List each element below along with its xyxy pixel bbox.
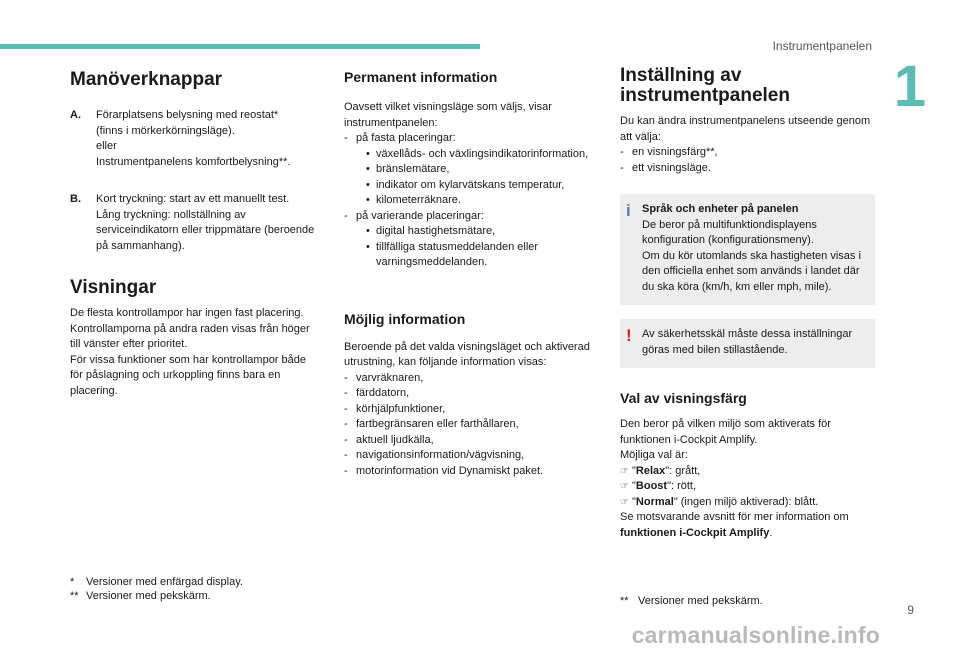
warning-icon: ! — [626, 326, 632, 345]
visningar-paragraph: De flesta kontrollampor har ingen fast placering. — [70, 307, 304, 319]
settings-intro: Du kan ändra instrumentpanelens utseende genom att välja: — [620, 115, 871, 143]
heading-val-av-visningsfarg: Val av visningsfärg — [620, 390, 747, 406]
info-box-text: De beror på multifunktiondisplayens konfiguration (konfigurationsmeny). Om du kör utomlands ska hastigheten visas i den officiella enhet som används i landet där du ska köra (km/h, km eller mph, mile). — [642, 218, 861, 293]
column-controls — [70, 66, 320, 399]
pointing-hand-icon: ☞ — [620, 496, 629, 508]
list-item: - varvräknaren, — [344, 371, 424, 384]
control-item-b — [70, 192, 320, 254]
footnote: ** Versioner med pekskärm. — [70, 590, 211, 602]
item-label: B. — [70, 193, 81, 205]
chapter-number: 1 — [893, 54, 926, 119]
header-accent-bar — [0, 44, 480, 49]
section-header-title: Instrumentpanelen — [772, 39, 872, 53]
warning-box — [620, 319, 875, 368]
list-item: • tillfälliga statusmeddelanden eller varningsmeddelanden. — [366, 240, 539, 268]
footnote: ** Versioner med pekskärm. — [620, 595, 763, 607]
choices-label: Möjliga val är: — [620, 449, 688, 461]
info-box — [620, 194, 875, 305]
control-item-a — [70, 108, 320, 170]
heading-installning: Inställning av instrumentpanelen — [620, 65, 790, 106]
list-item: - ett visningsläge. — [620, 161, 711, 174]
color-intro: Den beror på vilken miljö som aktiverats för funktionen i-Cockpit Amplify. — [620, 418, 831, 446]
list-item: • indikator om kylarvätskans temperatur, — [366, 178, 565, 191]
list-item: - navigationsinformation/vägvisning, — [344, 449, 525, 461]
visningar-paragraph: Kontrollamporna på andra raden visas från höger till vänster efter prioritet. — [70, 322, 310, 350]
list-item: ☞ "Relax": grått, — [620, 464, 875, 480]
warning-box-text: Av säkerhetsskäl måste dessa inställningar göras med bilen stillastående. — [642, 328, 853, 356]
permanent-list — [344, 209, 594, 225]
permanent-intro: Oavsett vilket visningsläge som väljs, visar instrumentpanelen: — [344, 101, 552, 129]
list-item: ☞ "Boost": rött, — [620, 479, 875, 495]
info-box-title: Språk och enheter på panelen — [642, 203, 799, 215]
item-label: A. — [70, 109, 81, 121]
item-text: Kort tryckning: start av ett manuellt test. Lång tryckning: nollställning av serviceindikatorn eller trippmätare (beroende på sammanhang). — [96, 193, 315, 252]
list-item: - en visningsfärg**, — [620, 146, 718, 158]
heading-visningar: Visningar — [70, 277, 157, 298]
watermark: carmanualsonline.info — [631, 622, 880, 648]
list-item: • bränslemätare, — [366, 163, 450, 175]
pointing-hand-icon: ☞ — [620, 481, 629, 492]
list-item: • kilometerräknare. — [366, 194, 461, 206]
column-information — [344, 66, 594, 479]
possible-intro: Beroende på det valda visningsläget och aktiverad utrustning, kan följande information visas: — [344, 340, 590, 368]
list-item: - fartbegränsaren eller farthållaren, — [344, 418, 519, 430]
info-icon: i — [626, 201, 631, 220]
color-choices — [620, 464, 875, 511]
heading-manoverknappar: Manöverknappar — [70, 69, 223, 90]
item-text: Förarplatsens belysning med reostat* (finns i mörkerkörningsläge). eller Instrumentpanelens komfortbelysning**. — [96, 109, 291, 168]
permanent-list — [344, 131, 594, 147]
list-item: - aktuell ljudkälla, — [344, 433, 434, 446]
column-settings — [620, 66, 875, 541]
visningar-paragraph: För vissa funktioner som har kontrollampor både för påslagning och urkoppling finns bara en placering. — [70, 353, 306, 397]
heading-mojlig-information: Möjlig information — [344, 310, 466, 327]
list-item: - färddatorn, — [344, 387, 410, 399]
possible-list — [344, 371, 594, 480]
more-info-text: Se motsvarande avsnitt för mer information om funktionen i-Cockpit Amplify. — [620, 511, 849, 539]
list-item: - körhjälpfunktioner, — [344, 402, 446, 415]
list-item: - på fasta placeringar: — [344, 132, 456, 144]
footnotes-right — [620, 594, 763, 608]
footnote: * Versioner med enfärgad display. — [70, 576, 243, 588]
variable-sublist — [366, 224, 594, 271]
heading-permanent-information: Permanent information — [344, 69, 498, 85]
footnotes-left — [70, 575, 243, 603]
list-item: • växellåds- och växlingsindikatorinformation, — [366, 147, 589, 160]
list-item: - på varierande placeringar: — [344, 209, 484, 222]
pointing-hand-icon: ☞ — [620, 465, 629, 477]
list-item: ☞ "Normal" (ingen miljö aktiverad): blått. — [620, 495, 875, 511]
settings-options — [620, 145, 875, 176]
page-number: 9 — [907, 603, 914, 617]
list-item: - motorinformation vid Dynamiskt paket. — [344, 464, 544, 477]
list-item: • digital hastighetsmätare, — [366, 225, 496, 237]
fixed-sublist — [366, 147, 594, 209]
